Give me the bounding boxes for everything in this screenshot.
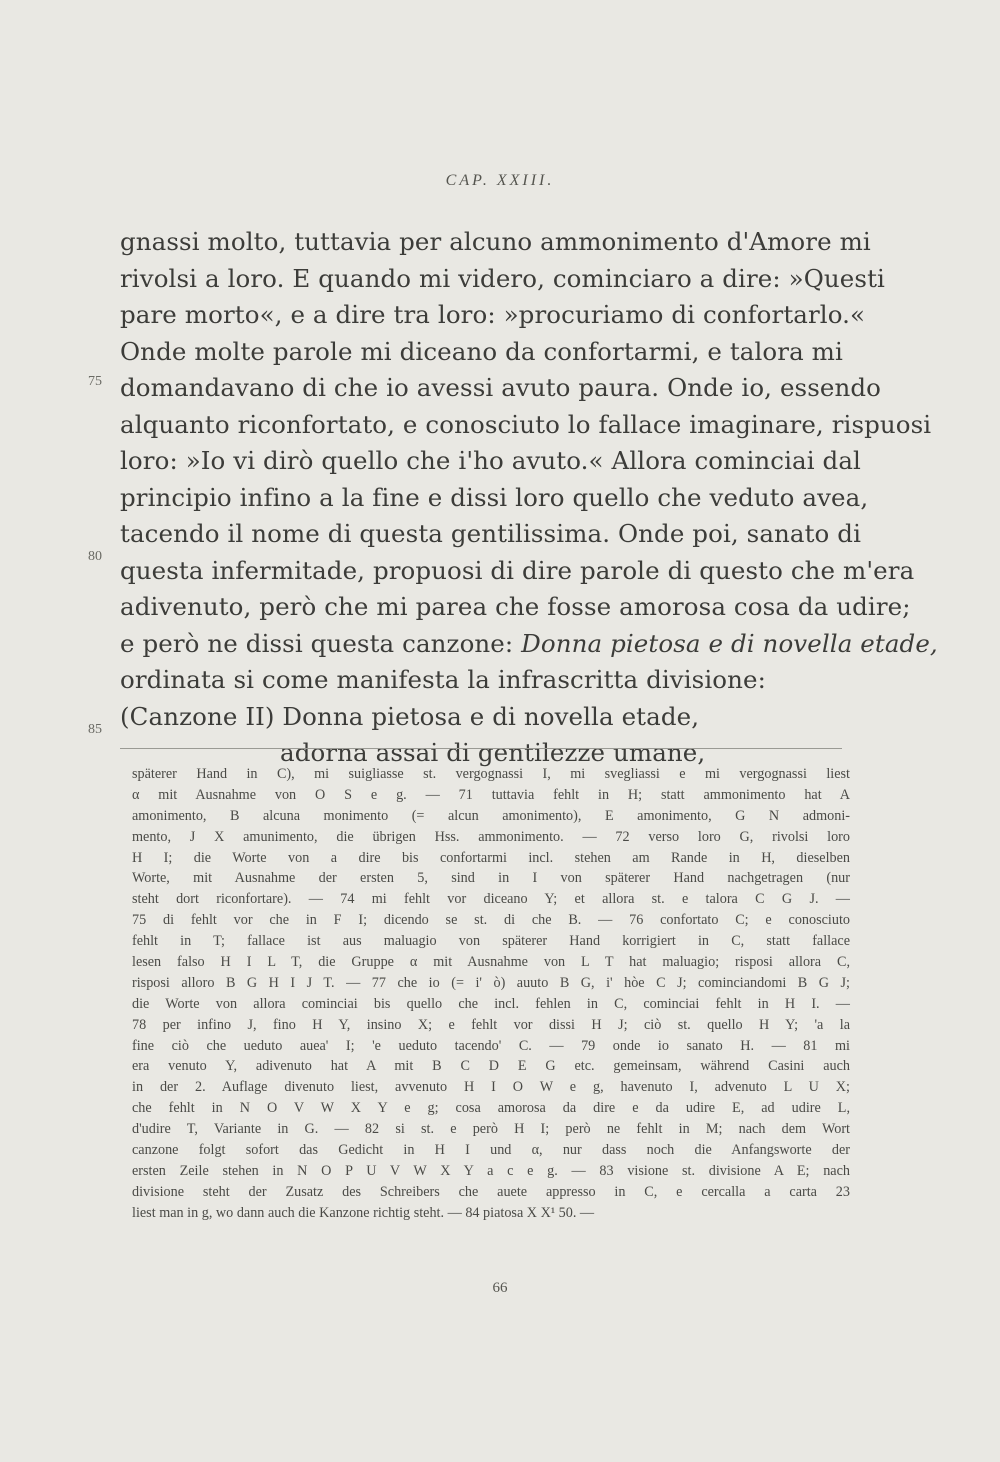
- note-line: lesen falso H I L T, die Gruppe α mit Ausnahme von L T hat maluagio; risposi allora C,: [132, 954, 850, 971]
- critical-apparatus: [132, 764, 850, 1224]
- text-line: loro: »Io vi dirò quello che i'ho avuto.« Allora cominciai dal: [120, 446, 861, 475]
- page-number: 66: [492, 1280, 508, 1296]
- text-line: pare morto«, e a dire tra loro: »procuriamo di confortarlo.«: [120, 300, 866, 329]
- line-number: 75: [88, 374, 102, 389]
- note-line: 75 di fehlt vor che in F I; dicendo se st. di che B. — 76 confortato C; e conosciuto: [132, 912, 850, 929]
- note-line: divisione steht der Zusatz des Schreibers che auete appresso in C, e cercalla a carta 23: [132, 1183, 850, 1200]
- note-line: amonimento, B alcuna monimento (= alcun amonimento), E amonimento, G N admoni-: [132, 807, 850, 824]
- note-line: fine ciò che ueduto auea' I; 'e ueduto tacendo' C. — 79 onde io sanato H. — 81 mi: [132, 1037, 850, 1054]
- verse-line: (Canzone II) Donna pietosa e di novella etade,: [120, 701, 700, 731]
- text-line: domandavano di che io avessi avuto paura. Onde io, essendo: [120, 373, 882, 402]
- note-line: che fehlt in N O V W X Y e g; cosa amorosa da dire e da udire E, ad udire L,: [132, 1100, 850, 1117]
- text-line-with-title: [120, 626, 938, 663]
- note-line: canzone folgt sofort das Gedicht in H I und α, nur dass noch die Anfangsworte der: [132, 1142, 850, 1159]
- text-line: gnassi molto, tuttavia per alcuno ammonimento d'Amore mi: [120, 227, 871, 256]
- note-line: mento, J X amunimento, die übrigen Hss. ammonimento. — 72 verso loro G, rivolsi loro: [132, 828, 850, 845]
- note-line: d'udire T, Variante in G. — 82 si st. e però H I; però ne fehlt in M; nach dem Wort: [132, 1121, 850, 1138]
- line-number: 85: [88, 722, 102, 737]
- note-line: liest man in g, wo dann auch die Kanzone richtig steht. — 84 piatosa X X¹ 50. —: [132, 1204, 595, 1221]
- note-line: steht dort riconfortare). — 74 mi fehlt vor diceano Y; et allora st. e talora C G J. —: [132, 891, 850, 908]
- text-line: Onde molte parole mi diceano da confortarmi, e talora mi: [120, 336, 843, 366]
- note-line: ersten Zeile stehen in N O P U V W X Y a c e g. — 83 visione st. divisione A E; nach: [132, 1162, 850, 1179]
- note-line: späterer Hand in C), mi suigliasse st. vergognassi I, mi svegliassi e mi vergognassi liest: [132, 766, 850, 782]
- text-line-start: e però ne dissi questa canzone:: [120, 628, 522, 658]
- note-line: H I; die Worte von a dire bis confortarmi incl. stehen am Rande in H, dieselben: [132, 849, 850, 866]
- note-line: die Worte von allora cominciai bis quello che incl. fehlen in C, cominciai fehlt in H I. —: [132, 995, 850, 1012]
- canzone-title: Donna pietosa e di novella etade,: [521, 628, 938, 658]
- line-number: 80: [88, 549, 102, 564]
- note-line: in der 2. Auflage divenuto liest, avvenuto H I O W e g, havenuto I, advenuto L U X;: [132, 1079, 850, 1096]
- text-line: alquanto riconfortato, e conosciuto lo fallace imaginare, rispuosi: [120, 409, 932, 439]
- main-text: [120, 224, 938, 772]
- note-line: era venuto Y, adivenuto hat A mit B C D E G etc. gemeinsam, während Casini auch: [132, 1058, 850, 1075]
- note-line: risposi alloro B G H I J T. — 77 che io (= i' ò) auuto B G, i' hòe C J; cominciandomi B G J;: [132, 974, 850, 991]
- text-line: adivenuto, però che mi parea che fosse amorosa cosa da udire;: [120, 592, 911, 621]
- note-line: fehlt in T; fallace ist aus maluagio von späterer Hand korrigiert in C, statt fallace: [132, 933, 850, 950]
- text-line: principio infino a la fine e dissi loro quello che veduto avea,: [120, 482, 869, 512]
- text-line: rivolsi a loro. E quando mi videro, cominciaro a dire: »Questi: [120, 263, 885, 293]
- verse-line: adorna assai di gentilezze umane,: [280, 738, 706, 767]
- footnote-rule: [120, 748, 842, 749]
- note-line: 78 per infino J, fino H Y, insino X; e fehlt vor dissi H J; ciò st. quello H Y; 'a la: [132, 1016, 850, 1033]
- note-line: Worte, mit Ausnahme der ersten 5, sind in I von späterer Hand nachgetragen (nur: [132, 870, 850, 887]
- text-line: questa infermitade, propuosi di dire parole di questo che m'era: [120, 555, 915, 585]
- note-line: α mit Ausnahme von O S e g. — 71 tuttavia fehlt in H; statt ammonimento hat A: [132, 786, 850, 803]
- text-line: tacendo il nome di questa gentilissima. Onde poi, sanato di: [120, 519, 862, 548]
- running-head: CAP. XXIII.: [445, 172, 555, 189]
- text-line: ordinata si come manifesta la infrascritta divisione:: [120, 665, 766, 694]
